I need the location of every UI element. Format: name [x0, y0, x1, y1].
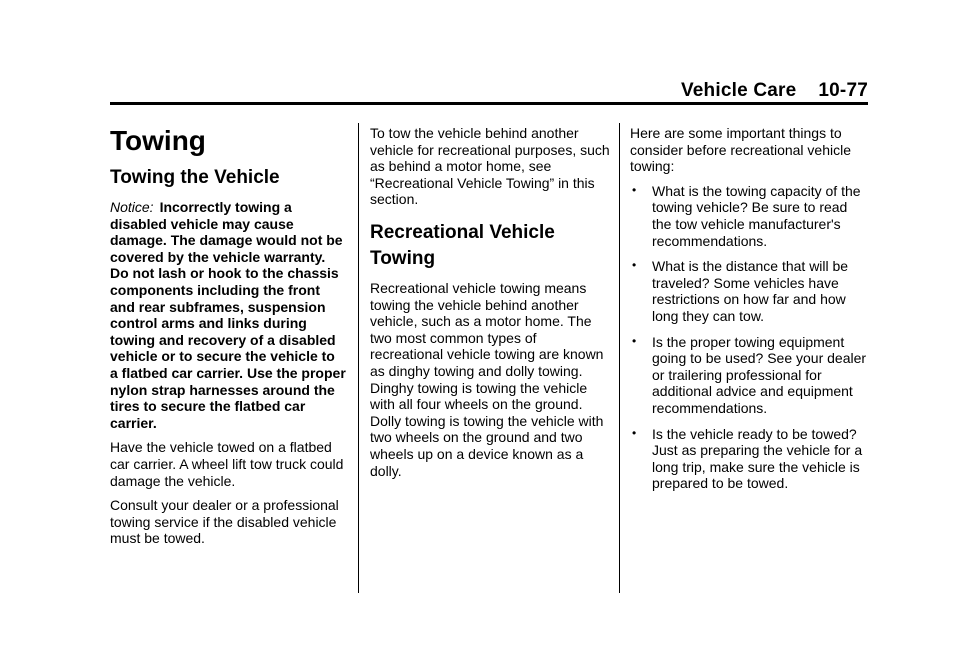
bullet-icon: • — [632, 258, 637, 273]
page-header — [681, 80, 868, 102]
list-item-text: Is the vehicle ready to be towed? Just as preparing the vehicle for a long trip, make sure the vehicle is prepared to be towed. — [652, 425, 863, 492]
list-item — [630, 426, 870, 492]
paragraph: Here are some important things to consider before recreational vehicle towing: — [630, 125, 852, 175]
column-divider — [358, 123, 359, 593]
bullet-icon: • — [632, 182, 637, 197]
section-title: Vehicle Care — [680, 80, 797, 101]
column-2 — [370, 125, 610, 487]
section-heading: Recreational Vehicle Towing — [370, 221, 555, 269]
paragraph: Have the vehicle towed on a flatbed car carrier. A wheel lift tow truck could damage the vehicle. — [110, 439, 344, 489]
list-item — [630, 334, 870, 417]
list-item — [630, 183, 870, 249]
paragraph: To tow the vehicle behind another vehicle for recreational purposes, such as behind a motor home, see “Recreational Vehicle Towing” in this section. — [370, 125, 610, 208]
list-item-text: What is the distance that will be traveled? Some vehicles have restrictions on how far and how long they can tow. — [652, 258, 849, 324]
bullet-icon: • — [632, 425, 637, 440]
bullet-icon: • — [632, 333, 637, 348]
header-rule — [110, 102, 868, 105]
notice-label: Notice: — [110, 199, 154, 215]
notice-text: Incorrectly towing a disabled vehicle may cause damage. The damage would not be covered by the vehicle warranty. Do not lash or hook to the chassis components including the front and rear subframes, suspension control arms and links during towing and recovery of a disabled vehicle or to secure the vehicle to a flatbed car carrier. Use the proper nylon strap harnesses around the tires to secure the flatbed car carrier. — [110, 199, 346, 431]
column-3 — [630, 125, 870, 501]
page-number: 10-77 — [818, 80, 868, 101]
list-item — [630, 258, 870, 324]
paragraph: Consult your dealer or a professional towing service if the disabled vehicle must be towed. — [110, 497, 339, 547]
paragraph: Recreational vehicle towing means towing the vehicle behind another vehicle, such as a motor home. The two most common types of recreational vehicle towing are known as dinghy towing and dolly towing. Dinghy towing is towing the vehicle with all four wheels on the ground. Dolly towing is towing the vehicle with two wheels on the ground and two wheels up on a device known as a dolly. — [370, 279, 604, 479]
column-divider — [619, 123, 620, 593]
section-heading: Towing the Vehicle — [110, 167, 280, 188]
bullet-list — [630, 183, 870, 492]
list-item-text: What is the towing capacity of the towing vehicle? Be sure to read the tow vehicle manufacturer's recommendations. — [652, 182, 861, 249]
notice-paragraph — [110, 199, 346, 431]
chapter-title: Towing — [110, 125, 206, 156]
list-item-text: Is the proper towing equipment going to be used? See your dealer or trailering professional for additional advice and equipment recommendations. — [652, 333, 867, 416]
column-1 — [110, 125, 346, 555]
